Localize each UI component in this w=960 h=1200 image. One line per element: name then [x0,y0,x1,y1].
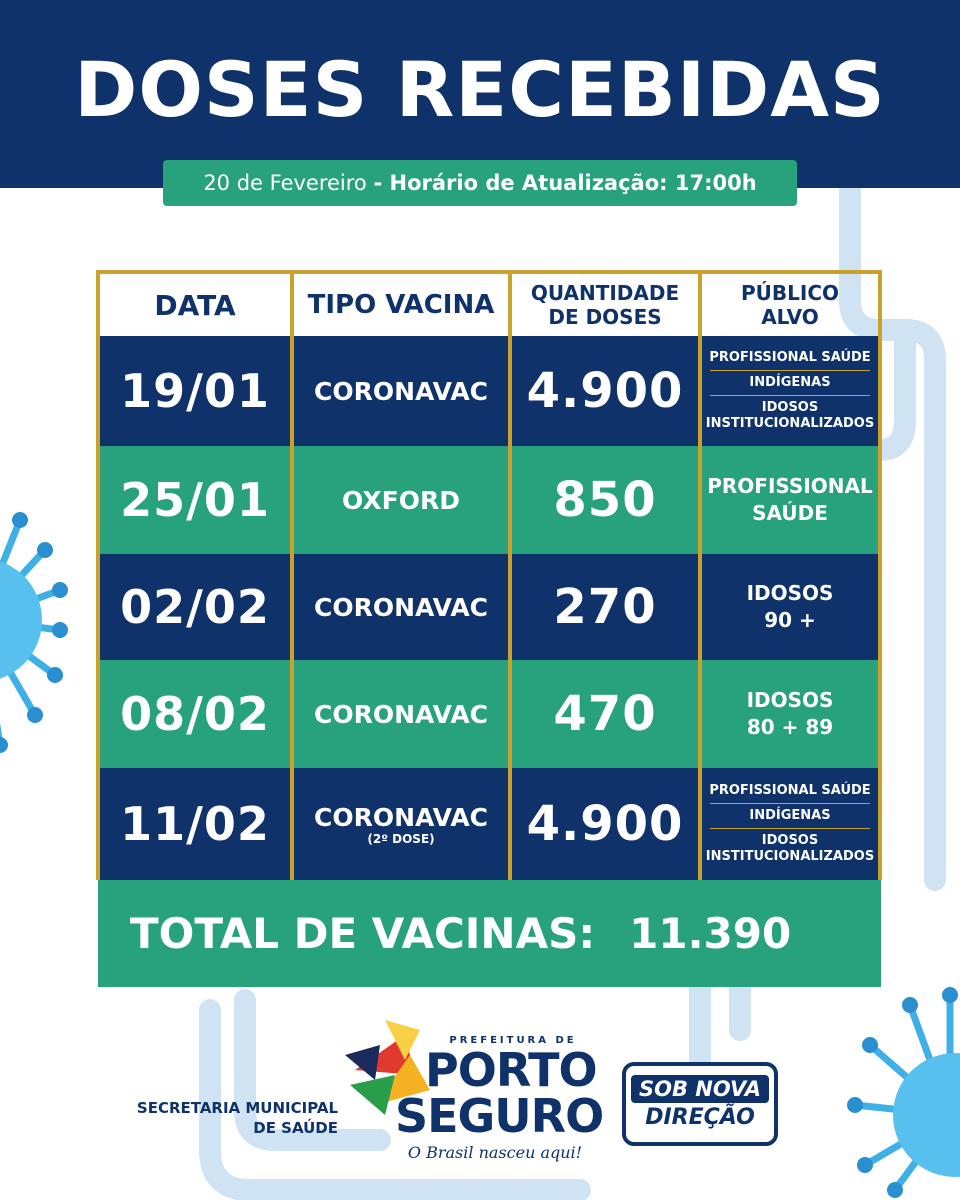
row-quantity: 4.900 [526,363,684,419]
badge-line1: SOB NOVA [631,1075,769,1103]
header-data: DATA [154,288,236,322]
row-public: PROFISSIONAL SAÚDE [709,783,871,798]
table-border [508,270,512,880]
divider [710,370,870,371]
row-public: IDOSOS [746,688,834,712]
row-date: 02/02 [120,580,270,634]
row-public: IDOSOS [746,581,834,605]
total-bar [98,880,881,987]
row-vaccine: CORONAVAC [313,592,489,622]
secretaria-line1: SECRETARIA MUNICIPAL [136,1099,338,1117]
divider [710,395,870,396]
table-row [96,660,882,768]
row-vaccine: CORONAVAC [313,802,489,832]
row-quantity: 850 [553,472,657,528]
sob-nova-direcao-badge [622,1062,778,1146]
table-row [96,768,882,880]
logo-porto: PORTO [425,1043,597,1097]
header-quantidade-l1: QUANTIDADE [530,281,680,305]
logo-seguro: SEGURO [395,1089,604,1143]
update-date-bar [163,160,797,206]
row-public: INDÍGENAS [749,375,831,390]
table-border [878,270,882,880]
row-public: INSTITUCIONALIZADOS [705,849,875,864]
table-row [96,554,882,660]
divider [710,803,870,804]
header-quantidade-l2: DE DOSES [548,305,662,329]
total-value: 11.390 [629,909,792,958]
header-publico [702,274,878,336]
row-public: INDÍGENAS [749,808,831,823]
header-tipo-vacina: TIPO VACINA [307,290,495,320]
row-public: 80 + 89 [746,715,834,739]
row-public: PROFISSIONAL SAÚDE [709,350,871,365]
table-row [96,446,882,554]
update-date: 20 de Fevereiro [203,171,367,195]
divider [710,828,870,829]
row-public: IDOSOS [761,400,819,415]
row-public: INSTITUCIONALIZADOS [705,416,875,431]
page-title: DOSES RECEBIDAS [74,45,886,134]
row-public: 90 + [764,608,816,632]
badge-line2: DIREÇÃO [645,1105,755,1130]
total-label: TOTAL DE VACINAS: [130,909,596,958]
virus-icon [835,985,960,1200]
row-public: SAÚDE [752,501,828,525]
row-date: 11/02 [120,797,270,851]
update-time: - Horário de Atualização: 17:00h [373,171,757,195]
table-border [96,270,100,880]
doses-table [96,270,882,880]
row-public: PROFISSIONAL [707,474,873,498]
row-date: 25/01 [120,473,270,527]
row-public: IDOSOS [761,833,819,848]
row-quantity: 470 [553,686,657,742]
row-vaccine-note: (2º DOSE) [367,831,435,846]
porto-seguro-logo [345,1015,605,1175]
table-row [96,336,882,446]
row-vaccine: CORONAVAC [313,699,489,729]
row-vaccine: CORONAVAC [313,376,489,406]
row-quantity: 4.900 [526,796,684,852]
row-quantity: 270 [553,579,657,635]
row-vaccine: OXFORD [342,485,460,515]
table-border [698,270,702,880]
header-publico-l1: PÚBLICO [740,281,839,305]
header-quantidade [512,274,698,336]
row-date: 08/02 [120,687,270,741]
secretaria-label [130,1098,338,1138]
header-publico-l2: ALVO [761,305,819,329]
logo-slogan: O Brasil nasceu aqui! [407,1143,583,1162]
table-border [96,270,882,274]
secretaria-line2: DE SAÚDE [253,1119,338,1137]
table-border [290,270,294,880]
logo-top: PREFEITURA DE [449,1035,577,1046]
row-date: 19/01 [120,364,270,418]
virus-icon [0,480,70,760]
